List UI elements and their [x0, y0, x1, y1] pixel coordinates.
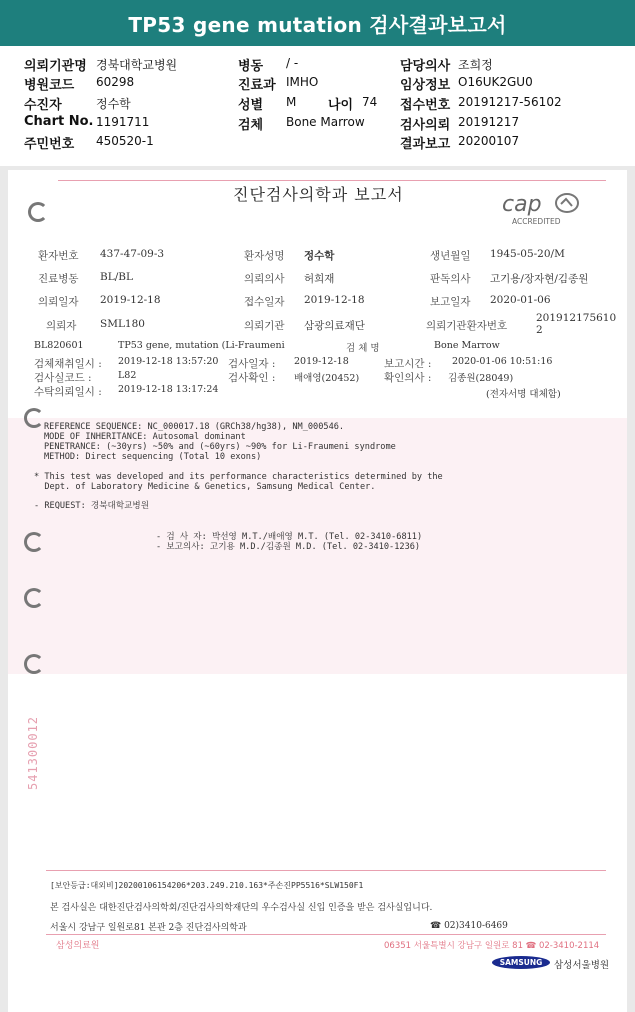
binder-ring-icon: [28, 202, 48, 222]
collect-label: 검체채취일시 :: [34, 358, 102, 370]
reading-doctor-label: 판독의사: [430, 273, 471, 285]
cap-logo-text: cap: [502, 192, 542, 217]
receipt-date-value: 2019-12-18: [304, 294, 365, 306]
report-date-label: 결과보고: [400, 137, 451, 152]
request-date-value: 20191217: [458, 115, 520, 129]
scanned-report-sheet: [8, 170, 627, 1012]
test-name: TP53 gene, mutation (Li-Fraumeni: [118, 340, 285, 351]
result-body-line-2: MODE OF INHERITANCE: Autosomal dominant: [44, 432, 246, 442]
department-label: 진료과: [238, 78, 276, 93]
ordering-org-value: 삼광의료재단: [304, 320, 365, 332]
sex-value: M: [286, 95, 297, 109]
patient-meta-panel: [0, 46, 635, 166]
request-date-value-2: 2019-12-18: [100, 294, 161, 306]
receipt-no-label: 접수번호: [400, 98, 451, 113]
patient-value: 정수학: [96, 97, 131, 111]
clinical-info-value: O16UK2GU0: [458, 75, 533, 89]
specimen-label: 검체: [238, 118, 264, 133]
esign-note: (전자서명 대체함): [486, 389, 561, 400]
hospital-code-value: 60298: [96, 75, 135, 89]
report-date-label-2: 보고일자: [430, 296, 471, 308]
note-line-1: * This test was developed and its performance characteristics determined by the: [34, 472, 443, 482]
patient-label: 수진자: [24, 98, 62, 113]
side-serial-code: 541300012: [26, 715, 40, 790]
resident-no-value: 450520-1: [96, 134, 154, 148]
request-date-label-2: 의뢰일자: [38, 296, 79, 308]
ward-label: 병동: [238, 59, 264, 74]
request-line: - REQUEST: 경북대학교병원: [34, 501, 150, 511]
specimen-name-value: Bone Marrow: [434, 340, 500, 351]
chart-no-value: 1191711: [96, 115, 150, 129]
report-time-label: 보고시간 :: [384, 358, 432, 370]
result-body-line-1: REFERENCE SEQUENCE: NC_000017.18 (GRCh38/hg38), NM_000546.: [44, 422, 345, 432]
report-time-value: 2020-01-06 10:51:16: [452, 356, 553, 367]
specimen-name-label: 검 체 명: [346, 343, 380, 354]
receipt-date-label: 접수일자: [244, 296, 285, 308]
hospital-code-label: 병원코드: [24, 78, 75, 93]
birthdate-value: 1945-05-20/M: [490, 248, 565, 260]
physician-label: 담당의사: [400, 59, 451, 74]
age-label: 나이: [328, 98, 354, 113]
footer-divider: [46, 870, 606, 871]
chart-no-label: Chart No.: [24, 114, 94, 129]
ordering-hospital-value: 경북대학교병원: [96, 58, 178, 72]
ward-label-2: 진료병동: [38, 273, 79, 285]
footer-address-line: 서울시 강남구 일원로81 본관 2층 진단검사의학과: [50, 923, 247, 933]
ordering-hospital-label: 의뢰기관명: [24, 59, 87, 74]
binder-ring-icon: [24, 588, 44, 608]
birthdate-label: 생년월일: [430, 250, 471, 262]
note-line-2: Dept. of Laboratory Medicine & Genetics, Samsung Medical Center.: [34, 482, 376, 492]
document-title: TP53 gene mutation 검사결과보고서: [128, 12, 507, 37]
request-date-label: 검사의뢰: [400, 118, 451, 133]
specimen-value: Bone Marrow: [286, 115, 365, 129]
binder-ring-icon: [24, 532, 44, 552]
org-patient-no-value-cont: 2: [536, 324, 543, 336]
staff-line-1: - 검 사 자: 박선영 M.T./배애영 M.T. (Tel. 02-3410-6811): [156, 532, 423, 542]
document-title-banner: [0, 0, 635, 46]
footer-security-line: [보안등급:대외비]20200106154206*203.249.210.163*주손진PP5516*SLW150F1: [50, 881, 364, 890]
top-divider: [58, 180, 606, 181]
ordering-doctor-label: 의뢰의사: [244, 273, 285, 285]
lab-code-label: 검사실코드 :: [34, 372, 92, 384]
ward-value: / -: [286, 56, 299, 70]
requester-label: 의뢰자: [46, 320, 77, 332]
ordering-doctor-value: 허희재: [304, 273, 335, 285]
binder-ring-icon: [24, 654, 44, 674]
org-patient-no-label: 의뢰기관환자번호: [426, 320, 508, 332]
cap-accredited-logo: [502, 192, 588, 228]
age-value: 74: [362, 95, 378, 109]
test-date-label: 검사일자 :: [228, 358, 276, 370]
physician-value: 조희정: [458, 58, 493, 72]
confirm-doctor-value: 김종원(28049): [448, 373, 514, 384]
result-body-line-4: METHOD: Direct sequencing (Total 10 exons): [44, 452, 262, 462]
cap-seal-icon: [552, 192, 582, 216]
footer-hospital-name: 삼성서울병원: [554, 960, 610, 971]
report-date-value: 20200107: [458, 134, 520, 148]
org-patient-no-value: 201912175610: [536, 312, 617, 324]
patient-name-value: 정수학: [304, 250, 335, 262]
patient-no-value: 437-47-09-3: [100, 248, 165, 260]
report-date-value-2: 2020-01-06: [490, 294, 551, 306]
test-date-value: 2019-12-18: [294, 356, 349, 367]
reading-doctor-value: 고기용/장자현/김종원: [490, 273, 589, 285]
patient-name-label: 환자성명: [244, 250, 285, 262]
requester-value: SML180: [100, 318, 145, 330]
staff-line-2: - 보고의사: 고기용 M.D./김종원 M.D. (Tel. 02-3410-1236): [156, 542, 421, 552]
footer-hospital-address: 06351 서울특별시 강남구 일원로 81 ☎ 02-3410-2114: [384, 941, 600, 951]
cap-logo-sub: ACCREDITED: [512, 217, 561, 226]
report-title: 진단검사의학과 보고서: [233, 185, 404, 204]
result-body-line-3: PENETRANCE: (~30yrs) ~50% and (~60yrs) ~90% for Li-Fraumeni syndrome: [44, 442, 396, 452]
department-value: IMHO: [286, 75, 319, 89]
resident-no-label: 주민번호: [24, 137, 75, 152]
footer-certification-line: 본 검사실은 대한진단검사의학회/진단검사의학재단의 우수검사실 신입 인증을 받은 검사실입니다.: [50, 903, 433, 913]
binder-ring-icon: [24, 408, 44, 428]
footer-divider-2: [46, 934, 606, 935]
receipt-no-value: 20191217-56102: [458, 95, 562, 109]
collect-value: 2019-12-18 13:57:20: [118, 356, 219, 367]
test-confirm-label: 검사확인 :: [228, 372, 276, 384]
footer-phone: ☎ 02)3410-6469: [430, 921, 508, 931]
ward-value-2: BL/BL: [100, 271, 133, 283]
sex-label: 성별: [238, 98, 264, 113]
test-confirm-value: 배애영(20452): [294, 373, 360, 384]
receive-value: 2019-12-18 13:17:24: [118, 384, 219, 395]
samsung-logo: SAMSUNG: [492, 956, 550, 969]
patient-no-label: 환자번호: [38, 250, 79, 262]
lab-code-value: L82: [118, 370, 137, 381]
footer-hospital-small: 삼성의료원: [56, 941, 100, 951]
clinical-info-label: 임상정보: [400, 78, 451, 93]
receive-label: 수탁의뢰일시 :: [34, 386, 102, 398]
test-code: BL820601: [34, 340, 84, 351]
confirm-doctor-label: 확인의사 :: [384, 372, 432, 384]
ordering-org-label: 의뢰기관: [244, 320, 285, 332]
